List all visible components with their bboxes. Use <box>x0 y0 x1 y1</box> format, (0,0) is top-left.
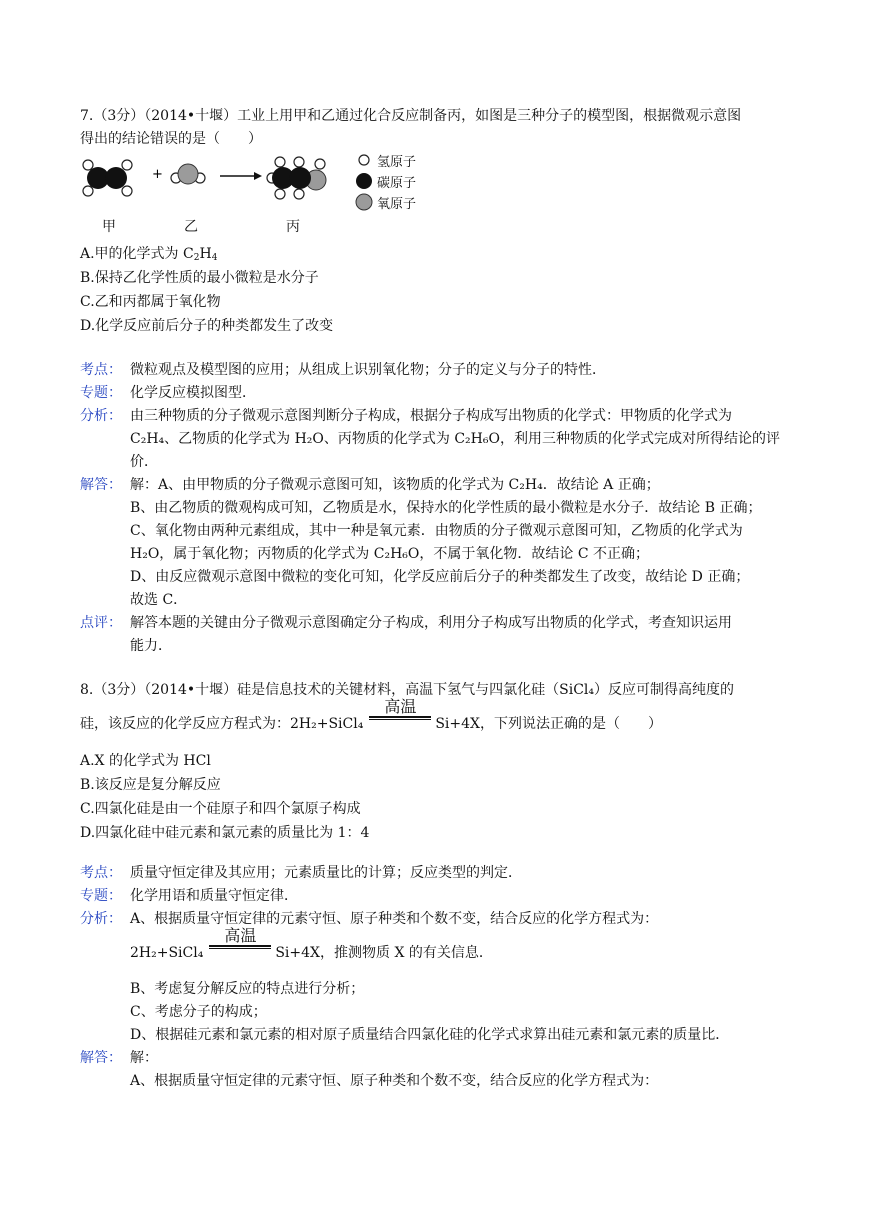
q7-kaodian: 微粒观点及模型图的应用；从组成上识别氧化物；分子的定义与分子的特性． <box>130 362 606 378</box>
legend-oxygen <box>355 192 416 212</box>
legend-carbon-label: 碳原子 <box>377 175 417 191</box>
legend-oxygen-label: 氧原子 <box>377 196 417 212</box>
q8-equation-condition <box>363 697 435 733</box>
molecule-bing <box>267 157 326 199</box>
q8-fenxi-line1: A、根据质量守恒定律的元素守恒、原子种类和个数不变，结合反应的化学方程式为： <box>130 911 659 927</box>
plus-sign: + <box>152 167 163 182</box>
q8-jieda-line1: 解： <box>130 1050 158 1066</box>
q7-dianping-line1: 解答本题的关键由分子微观示意图确定分子构成，利用分子构成写出物质的化学式，考查知识运用 <box>130 615 732 631</box>
q7-dianping-label: 点评： <box>80 615 122 631</box>
q7-jieda-line1: 解：A、由甲物质的分子微观示意图可知，该物质的化学式为 C₂H₄．故结论 A 正确； <box>130 477 660 493</box>
q8-equation-left: 硅，该反应的化学反应方程式为：2H₂+SiCl₄ <box>80 716 364 732</box>
q8-zhuanti-label: 专题： <box>80 888 122 904</box>
q7-stem-line2: 得出的结论错误的是（ ） <box>80 131 262 147</box>
q8-fenxi-label: 分析： <box>80 911 122 927</box>
equals-sign <box>209 945 271 949</box>
q8-jieda-label: 解答： <box>80 1050 122 1066</box>
q7-kaodian-label: 考点： <box>80 362 122 378</box>
q7-fenxi-line1: 由三种物质的分子微观示意图判断分子构成，根据分子构成写出物质的化学式：甲物质的化学式为 <box>130 408 732 424</box>
q8-fenxi-line4: D、根据硅元素和氯元素的相对原子质量结合四氯化硅的化学式求算出硅元素和氯元素的质量比． <box>130 1027 730 1043</box>
q7-option-a-sub2: 4 <box>211 253 218 263</box>
q7-option-c: C.乙和丙都属于氧化物 <box>80 294 221 310</box>
q8-zhuanti: 化学用语和质量守恒定律． <box>130 888 298 904</box>
q8-fenxi-eq-right: Si+4X，推测物质 X 的有关信息． <box>275 945 493 961</box>
q7-fenxi-label: 分析： <box>80 408 122 424</box>
oxygen-atom-icon <box>355 192 377 212</box>
q8-stem-line2 <box>80 697 663 733</box>
reaction-arrow <box>220 172 262 180</box>
label-bing: 丙 <box>286 219 300 235</box>
q7-option-a-h: H <box>199 246 212 262</box>
q8-option-d: D.四氯化硅中硅元素和氯元素的质量比为 1：4 <box>80 825 370 841</box>
q8-kaodian-label: 考点： <box>80 865 122 881</box>
carbon-atom-icon <box>355 171 377 191</box>
q8-stem-line1: 8.（3分）（2014•十堰）硅是信息技术的关键材料，高温下氢气与四氯化硅（SiCl₄）反应可制得高纯度的 <box>80 682 735 698</box>
q7-option-a-text: A.甲的化学式为 C <box>80 246 194 262</box>
q7-fenxi-line3: 价． <box>130 454 158 470</box>
q8-option-c: C.四氯化硅是由一个硅原子和四个氯原子构成 <box>80 801 361 817</box>
q8-equation-right: Si+4X，下列说法正确的是（ ） <box>435 716 663 732</box>
atom-legend <box>355 150 475 220</box>
q8-condition-text: 高温 <box>384 697 417 716</box>
q7-option-b: B.保持乙化学性质的最小微粒是水分子 <box>80 270 319 286</box>
q8-kaodian: 质量守恒定律及其应用；元素质量比的计算；反应类型的判定． <box>130 865 522 881</box>
q8-option-a: A.X 的化学式为 HCl <box>80 753 211 769</box>
q7-zhuanti: 化学反应模拟图型． <box>130 385 256 401</box>
q8-jieda-line2: A、根据质量守恒定律的元素守恒、原子种类和个数不变，结合反应的化学方程式为： <box>130 1073 659 1089</box>
hydrogen-atom-icon <box>355 150 377 170</box>
q7-option-a <box>80 245 217 267</box>
q8-fenxi-line2: B、考虑复分解反应的特点进行分析； <box>130 981 365 997</box>
q8-fenxi-condition-box <box>209 928 271 949</box>
q8-option-b: B.该反应是复分解反应 <box>80 777 221 793</box>
label-jia: 甲 <box>102 219 116 235</box>
equals-sign <box>369 716 431 720</box>
q8-fenxi-eq-left: 2H₂+SiCl₄ <box>130 945 204 961</box>
q7-jieda-line4: H₂O，属于氧化物；丙物质的化学式为 C₂H₆O，不属于氧化物．故结论 C 不正确； <box>130 546 649 562</box>
legend-hydrogen <box>355 150 416 170</box>
legend-hydrogen-label: 氢原子 <box>377 154 417 170</box>
q8-condition-box <box>369 699 431 720</box>
q7-dianping-line2: 能力． <box>130 638 172 654</box>
label-yi: 乙 <box>184 219 198 235</box>
q8-fenxi-equation <box>130 926 493 962</box>
molecule-yi <box>171 164 205 184</box>
q7-stem-line1: 7.（3分）（2014•十堰）工业上用甲和乙通过化合反应制备丙，如图是三种分子的模型图，根据微观示意图 <box>80 108 742 124</box>
molecule-jia <box>83 160 132 196</box>
q7-fenxi-line2: C₂H₄、乙物质的化学式为 H₂O、丙物质的化学式为 C₂H₆O，利用三种物质的化学式完成对所得结论的评 <box>130 431 780 447</box>
legend-carbon <box>355 171 416 191</box>
q7-option-d: D.化学反应前后分子的种类都发生了改变 <box>80 318 334 334</box>
q7-jieda-line2: B、由乙物质的微观构成可知，乙物质是水，保持水的化学性质的最小微粒是水分子．故结论 B 正确； <box>130 500 762 516</box>
q7-zhuanti-label: 专题： <box>80 385 122 401</box>
q7-jieda-line5: D、由反应微观示意图中微粒的变化可知，化学反应前后分子的种类都发生了改变，故结论 D 正确； <box>130 569 750 585</box>
q7-jieda-line3: C、氧化物由两种元素组成，其中一种是氧元素．由物质的分子微观示意图可知，乙物质的化学式为 <box>130 523 743 539</box>
q7-option-a-sub1: 2 <box>193 253 200 263</box>
q8-fenxi-line3: C、考虑分子的构成； <box>130 1004 267 1020</box>
q8-fenxi-eq-condition <box>203 926 275 962</box>
q8-fenxi-condition-text: 高温 <box>224 926 257 945</box>
q7-jieda-label: 解答： <box>80 477 122 493</box>
q7-jieda-line6: 故选 C． <box>130 592 188 608</box>
